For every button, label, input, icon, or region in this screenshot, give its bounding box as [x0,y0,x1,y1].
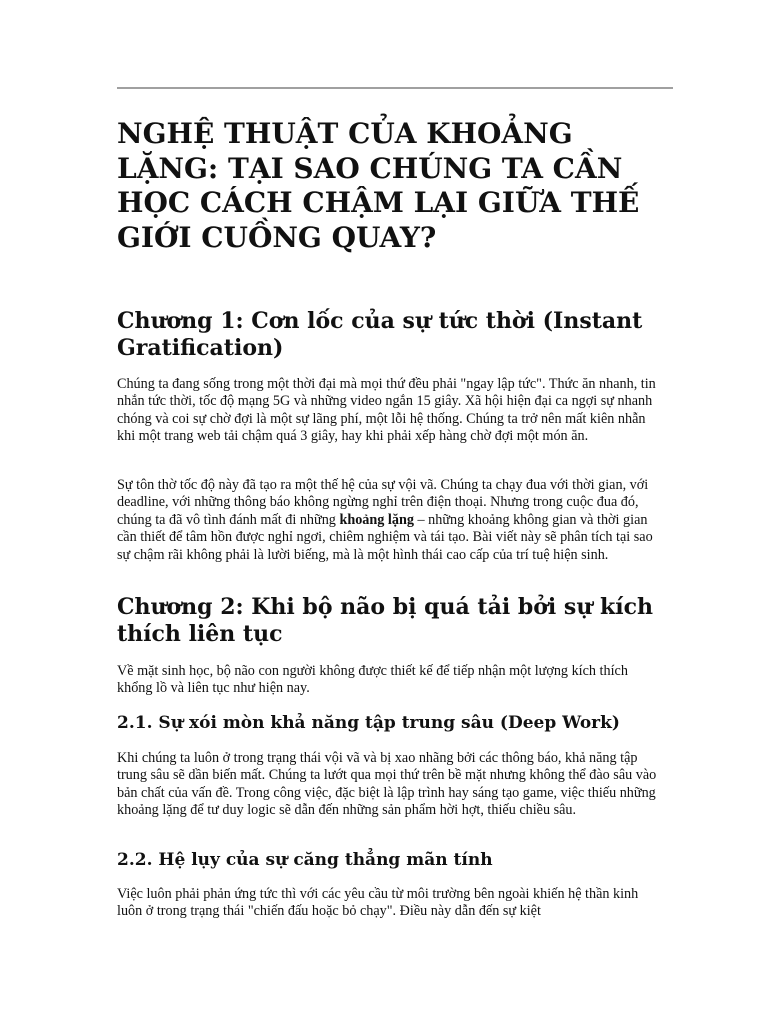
paragraph-2-text-end: – những khoảng không gian và thời gian cần thiết để tâm hồn được nghỉ ngơi, chiêm nghiệm và tái tạo. Bài viết này sẽ phân tích tại sao sự chậm rãi không phải là lười biếng, mà là một hình thái cao cấp của trí tuệ hiện sinh. [117,511,653,563]
chapter-1-heading: Chương 1: Cơn lốc của sự tức thời (Instant Gratification) [117,308,643,361]
chapter-2-heading: Chương 2: Khi bộ não bị quá tải bởi sự kích thích liên tục [117,594,653,647]
top-divider [117,87,673,89]
paragraph-2-bold-term: khoảng lặng [339,511,414,528]
section-2-2-body: Việc luôn phải phản ứng tức thì với các yêu cầu từ môi trường bên ngoài khiến hệ thần kinh luôn ở trong trạng thái "chiến đấu hoặc bỏ chạy". Điều này dẫn đến sự kiệt [117,886,639,920]
chapter-1-paragraph-2 [117,477,657,564]
paragraph-2-text-start: Sự tôn thờ tốc độ này đã tạo ra một thế hệ của sự vội vã. Chúng ta chạy đua với thời gian, với deadline, với những thông báo không ngừng nghỉ trên điện thoại. Nhưng trong cuộc đua đó, chúng ta đã vô tình đánh mất đi những [117,477,649,528]
chapter-1-paragraph-1: Chúng ta đang sống trong một thời đại mà mọi thứ đều phải "ngay lập tức". Thức ăn nhanh, tin nhắn tức thời, tốc độ mạng 5G và những video ngắn 15 giây. Xã hội hiện đại ca ngợi sự nhanh chóng và coi sự chờ đợi là một sự lãng phí, một lỗi hệ thống. Chúng ta trở nên mất kiên nhẫn khi một trang web tải chậm quá 3 giây, hay khi phải xếp hàng chờ đợi một món ăn. [117,376,656,445]
section-2-1-heading: 2.1. Sự xói mòn khả năng tập trung sâu (Deep Work) [117,713,620,733]
chapter-2-intro: Về mặt sinh học, bộ não con người không được thiết kế để tiếp nhận một lượng kích thích khổng lồ và liên tục như hiện nay. [117,663,628,697]
section-2-1-body: Khi chúng ta luôn ở trong trạng thái vội vã và bị xao nhãng bởi các thông báo, khả năng tập trung sâu sẽ dần biến mất. Chúng ta lướt qua mọi thứ trên bề mặt nhưng không thể đào sâu vào bản chất của vấn đề. Trong công việc, đặc biệt là lập trình hay sáng tạo game, việc thiếu những khoảng lặng để tư duy logic sẽ dẫn đến những sản phẩm hời hợt, thiếu chiều sâu. [117,750,657,819]
section-2-2-heading: 2.2. Hệ lụy của sự căng thẳng mãn tính [117,850,493,870]
document-title: NGHỆ THUẬT CỦA KHOẢNG LẶNG: TẠI SAO CHÚNG TA CẦN HỌC CÁCH CHẬM LẠI GIỮA THẾ GIỚI CUỒNG QUAY? [117,117,640,254]
